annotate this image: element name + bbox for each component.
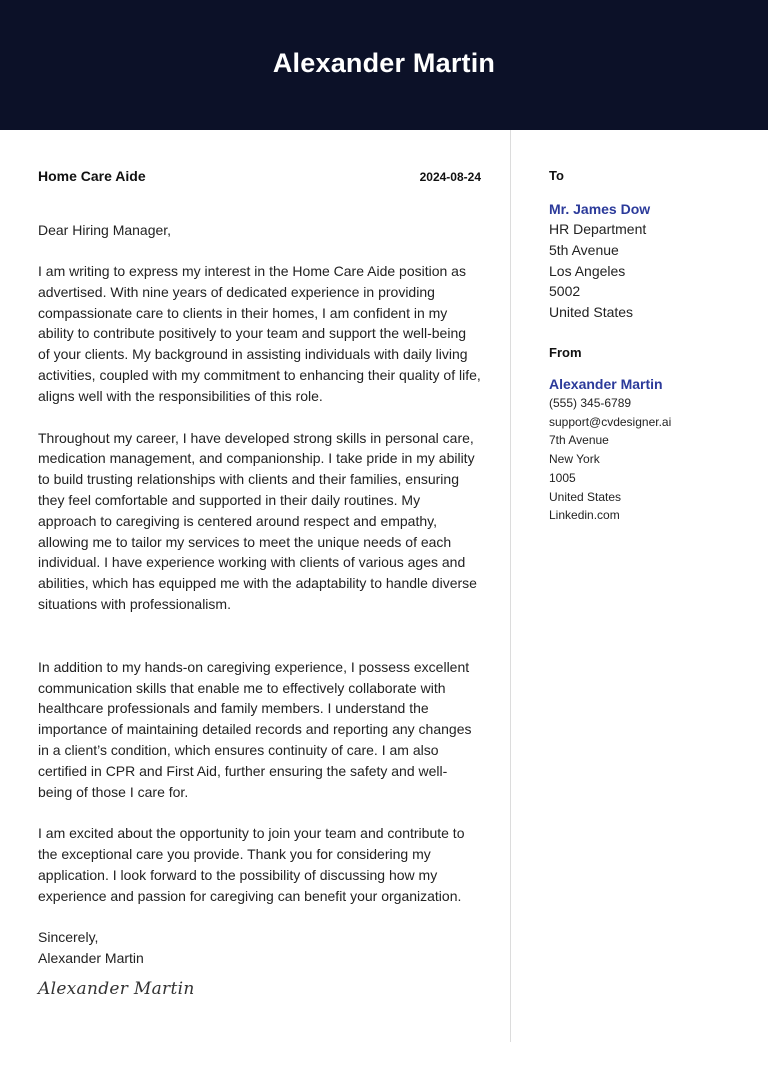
sender-street: 7th Avenue <box>549 433 609 448</box>
recipient-country: United States <box>549 304 634 321</box>
recipient-department: HR Department <box>549 221 647 237</box>
to-label: To <box>549 168 564 183</box>
recipient-city: Los Angeles <box>549 262 626 279</box>
sender-zip: 1005 <box>549 470 576 485</box>
column-divider <box>510 130 511 1042</box>
sender-country: United States <box>549 489 622 504</box>
sender-name: Alexander Martin <box>549 375 663 392</box>
paragraph-2: Throughout my career, I have developed strong skills in personal care, medication management, and companionship. I take pride in my ability to build trusting relationships with clients and their families, ensuring they feel comfortable and supported in their daily routines. My approach to caregiving is centered around respect and empathy, allowing me to tailor my services to meet the unique needs of each individual. I have experience working with clients of various ages and abilities, which has equipped me with the adaptability to handle diverse situations with professionalism. <box>38 429 477 612</box>
recipient-street: 5th Avenue <box>549 241 619 258</box>
sender-phone: (555) 345-6789 <box>549 395 632 410</box>
closing-salutation: Sincerely, <box>38 928 99 945</box>
paragraph-3: In addition to my hands-on caregiving experience, I possess excellent communication skills that enable me to effectively collaborate with healthcare professionals and family members. I understand the importance of maintaining detailed records and reporting any changes in a client’s condition, which ensures continuity of care. I am also certified in CPR and First Aid, further ensuring the safety and well-being of those I care for. <box>38 658 472 800</box>
sender-linkedin: Linkedin.com <box>549 508 620 523</box>
sender-email: support@cvdesigner.ai <box>549 414 672 429</box>
closing-block <box>38 927 481 969</box>
handwritten-signature: Alexander Martin <box>38 978 195 999</box>
recipient-name: Mr. James Dow <box>549 201 651 217</box>
greeting: Dear Hiring Manager, <box>38 222 172 238</box>
letter-body <box>38 168 481 999</box>
header-banner <box>0 0 768 130</box>
letter-date: 2024-08-24 <box>419 170 481 184</box>
from-label: From <box>549 344 582 360</box>
paragraph-4: I am excited about the opportunity to join your team and contribute to the exceptional care you provide. Thank you for considering my application. I look forward to the possibility of discussing how my experience and passion for caregiving can benefit your organization. <box>38 825 465 904</box>
applicant-name-title: Alexander Martin <box>272 47 496 78</box>
job-role: Home Care Aide <box>38 168 146 184</box>
paragraph-1: I am writing to express my interest in the Home Care Aide position as advertised. With nine years of dedicated experience in providing compassionate care to clients in their homes, I am confident in my ability to contribute positively to your team and support the well-being of your clients. My background in assisting individuals with daily living activities, coupled with my commitment to enhancing their quality of life, aligns well with the responsibilities of this role. <box>38 263 481 404</box>
sender-city: New York <box>549 452 600 467</box>
role-date-row <box>38 168 481 188</box>
closing-name: Alexander Martin <box>38 949 144 966</box>
address-sidebar <box>549 168 749 525</box>
recipient-zip: 5002 <box>549 283 581 300</box>
